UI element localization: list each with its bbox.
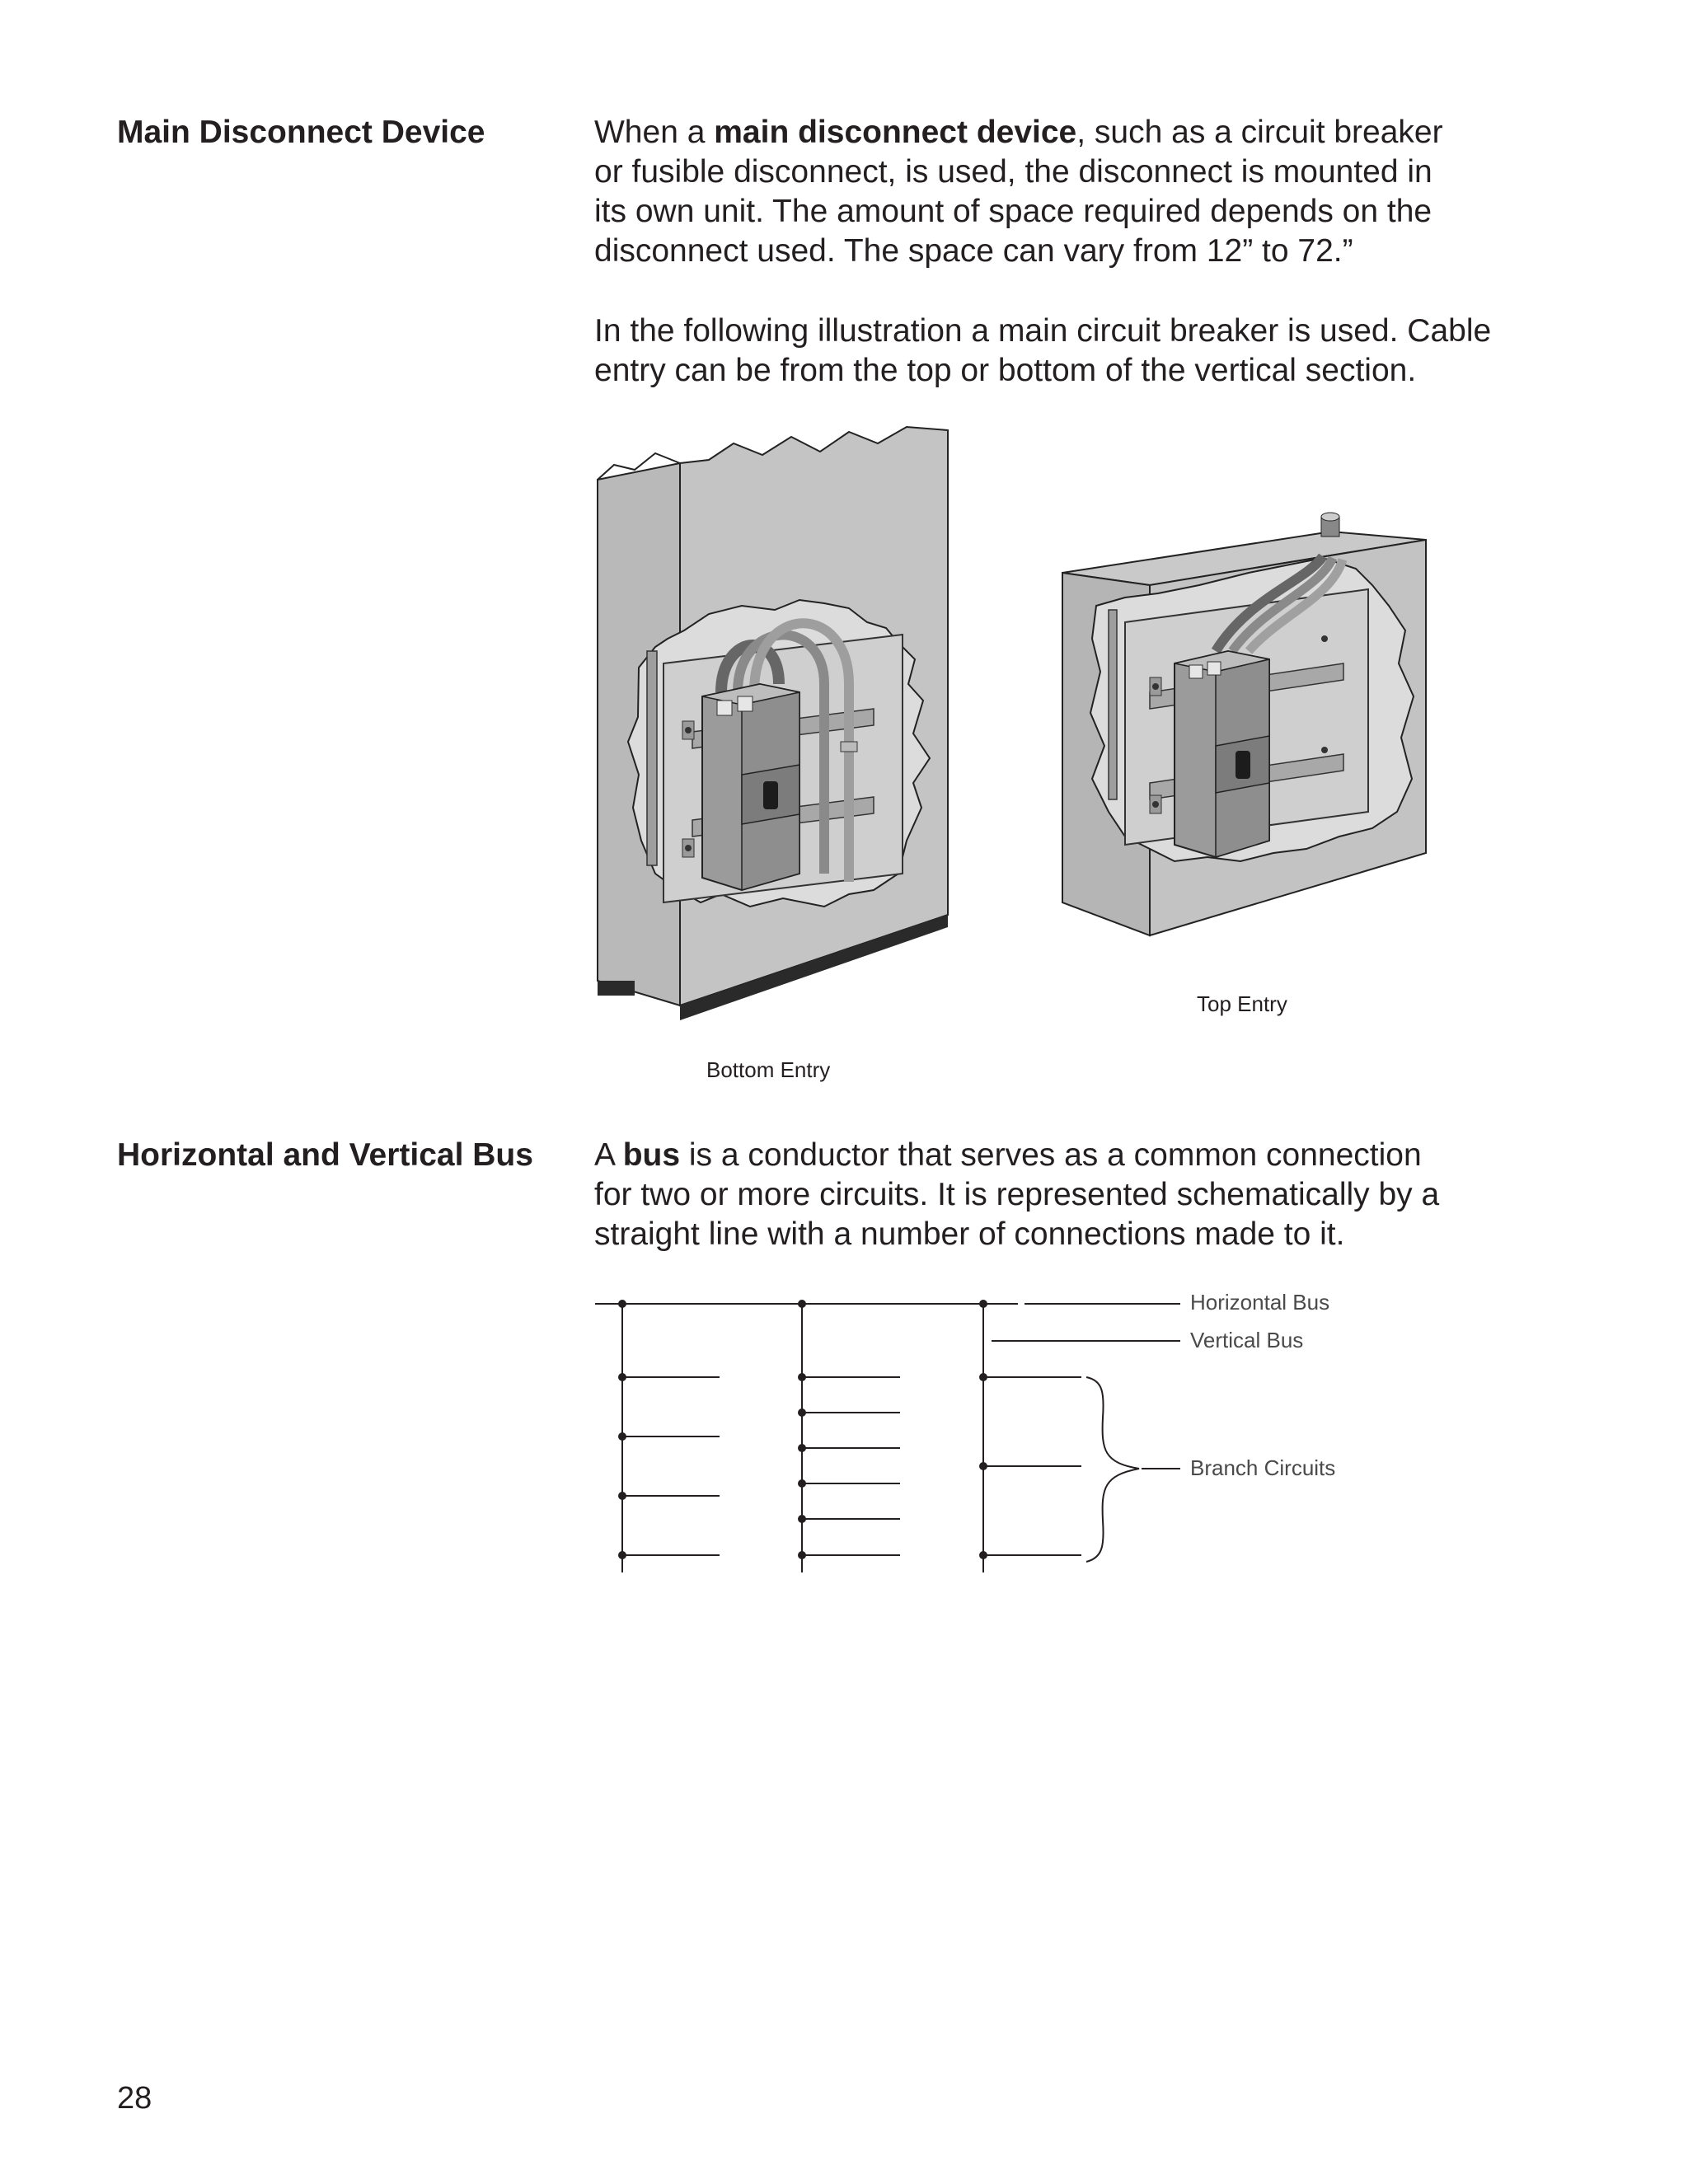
bold-term: main disconnect device	[714, 115, 1077, 150]
paragraph-line: straight line with a number of connections made to it.	[594, 1216, 1345, 1252]
text-run: When a	[594, 115, 715, 150]
page-number: 28	[117, 2081, 152, 2116]
section-heading-bus: Horizontal and Vertical Bus	[117, 1137, 533, 1173]
caption-top-entry: Top Entry	[1197, 991, 1287, 1016]
paragraph-line: disconnect used. The space can vary from 12” to 72.”	[594, 233, 1353, 269]
text-run: , such as a circuit breaker	[1076, 115, 1443, 150]
paragraph-line: for two or more circuits. It is represented schematically by a	[594, 1177, 1440, 1212]
branch-brace	[1086, 1377, 1139, 1562]
text-run: is a conductor that serves as a common connection	[680, 1137, 1422, 1173]
paragraph-line: its own unit. The amount of space required depends on the	[594, 194, 1432, 229]
caption-bottom-entry: Bottom Entry	[706, 1057, 831, 1082]
paragraph-line: or fusible disconnect, is used, the disconnect is mounted in	[594, 154, 1432, 190]
text-run: A	[594, 1137, 623, 1173]
label-vertical-bus: Vertical Bus	[1190, 1328, 1304, 1352]
paragraph-line: entry can be from the top or bottom of the vertical section.	[594, 353, 1417, 388]
paragraph-line: In the following illustration a main circuit breaker is used. Cable	[594, 313, 1492, 349]
label-branch-circuits: Branch Circuits	[1190, 1455, 1336, 1480]
label-horizontal-bus: Horizontal Bus	[1190, 1290, 1330, 1315]
bold-term: bus	[622, 1137, 681, 1173]
section-heading-main-disconnect: Main Disconnect Device	[117, 115, 485, 150]
